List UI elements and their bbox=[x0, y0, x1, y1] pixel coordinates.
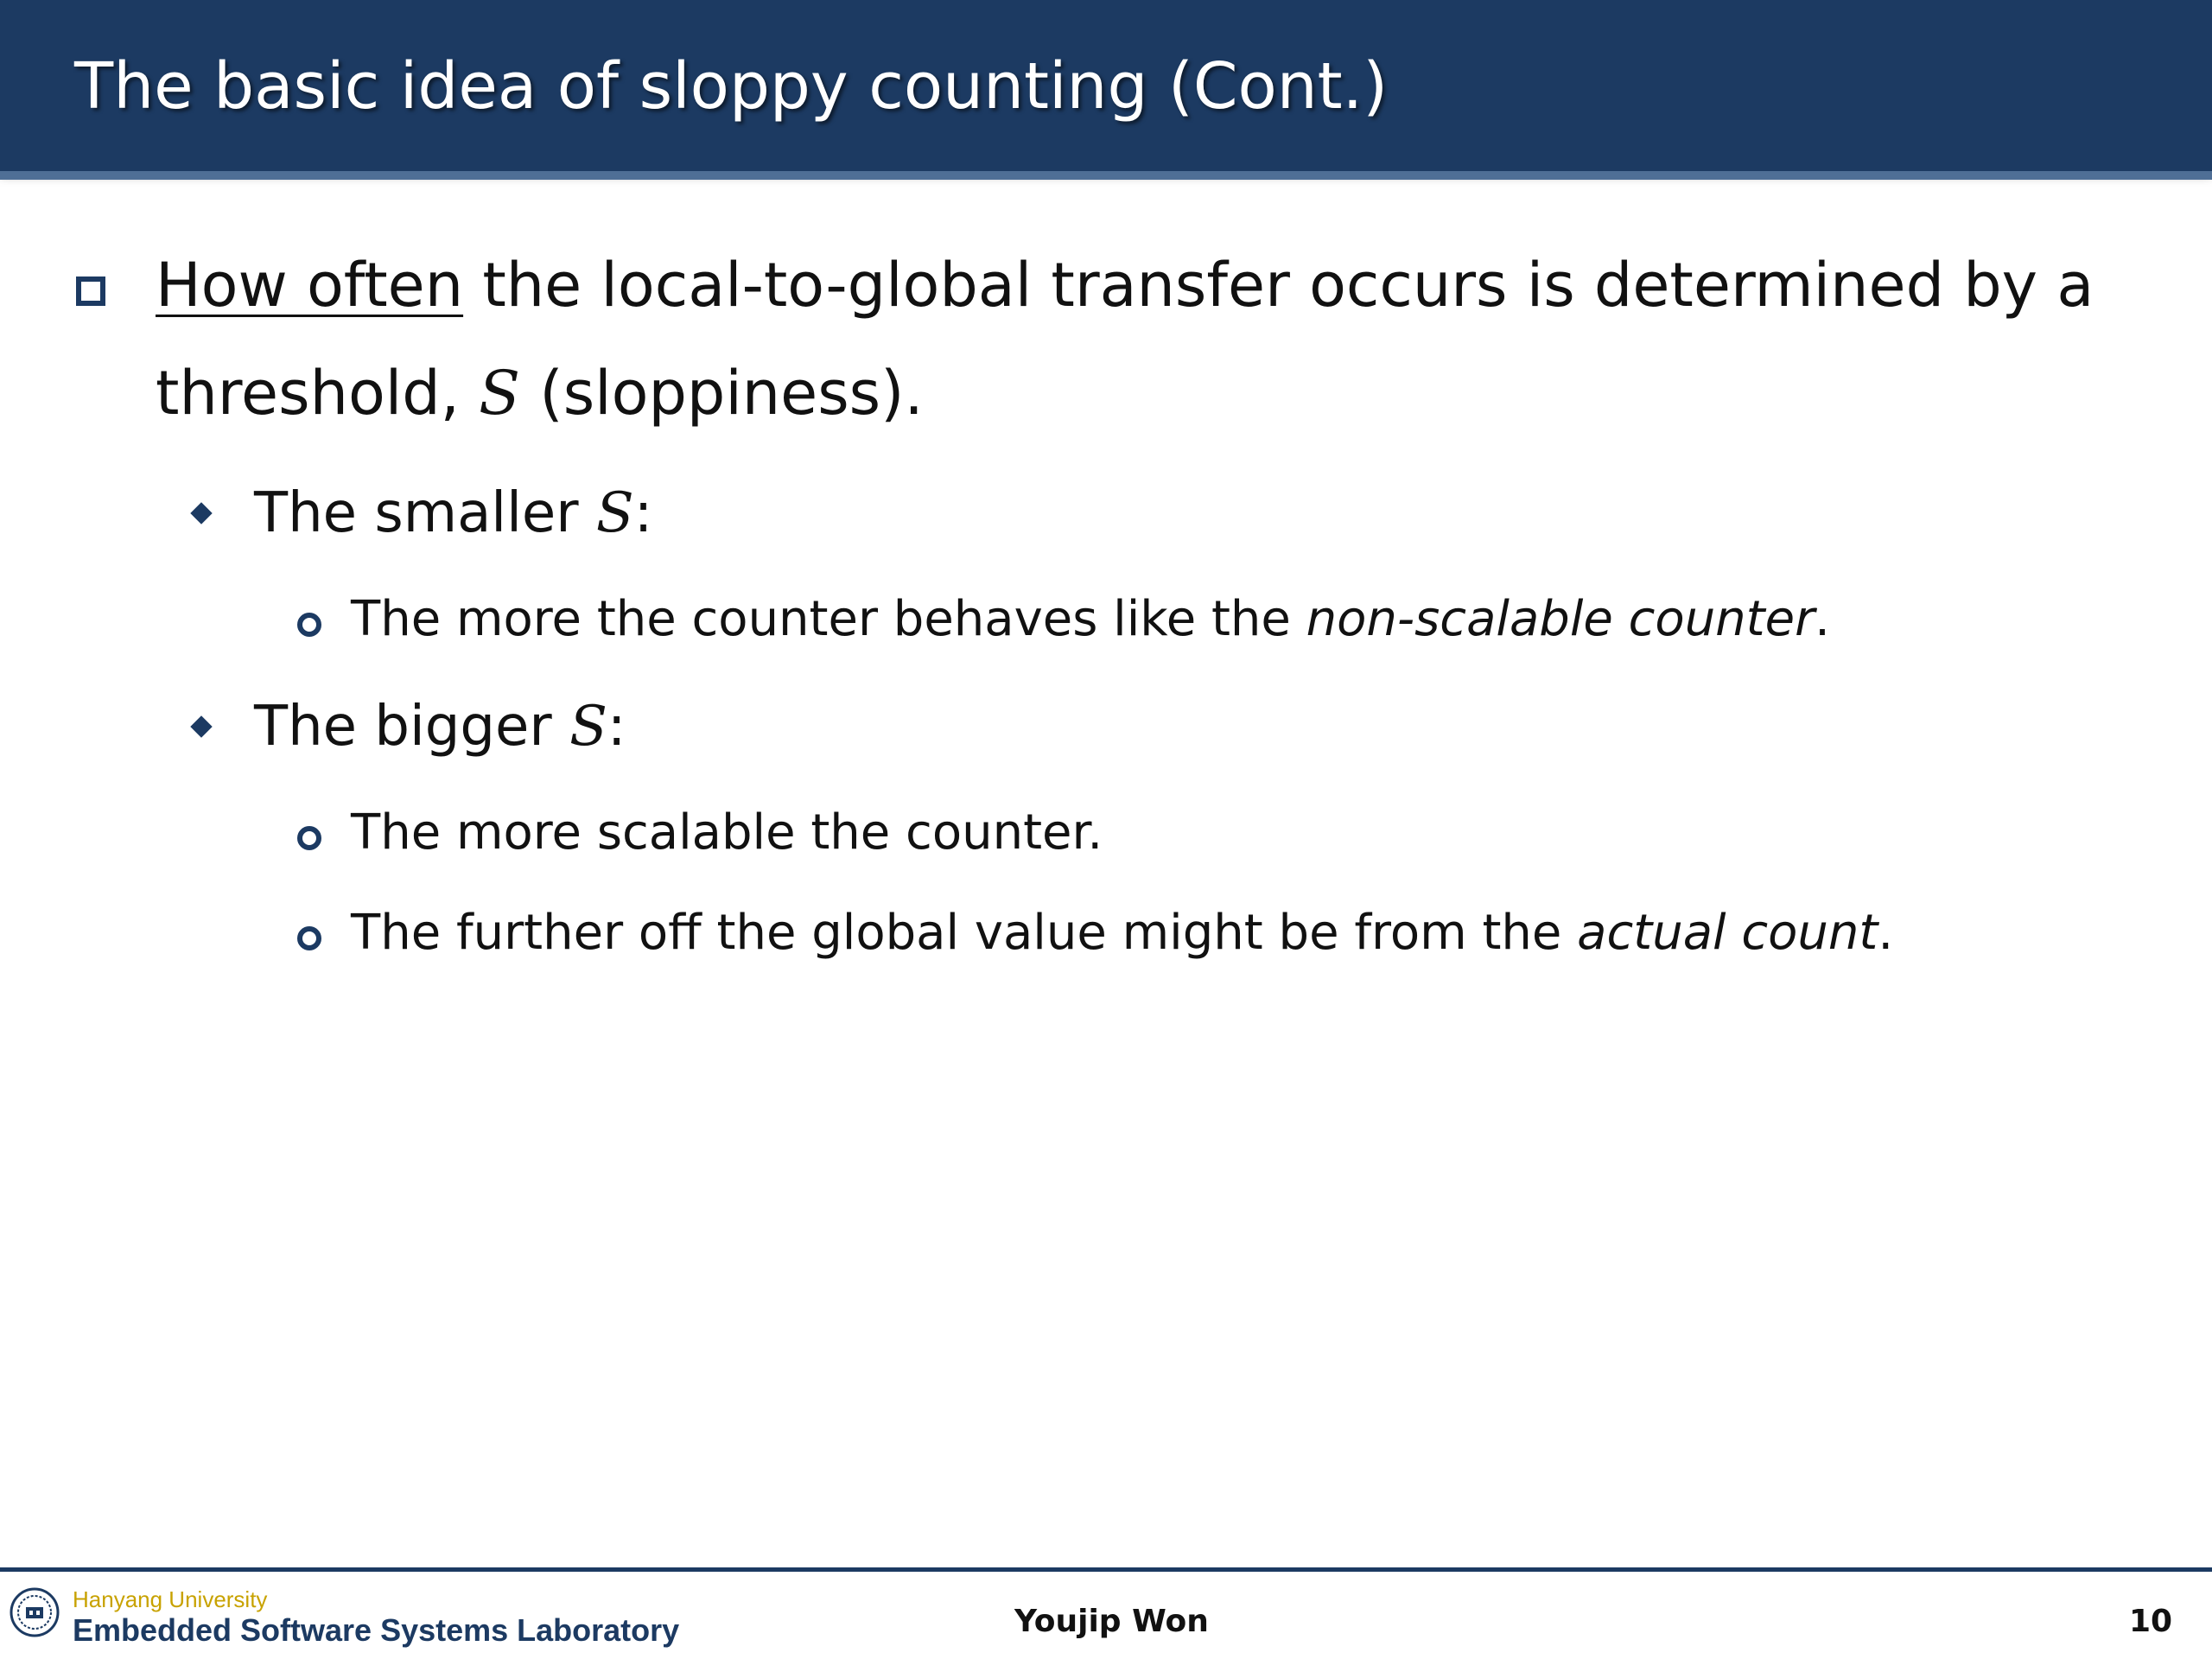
bullet-main-line2 bbox=[156, 354, 924, 432]
page-number: 10 bbox=[2129, 1604, 2173, 1639]
square-bullet-icon bbox=[76, 276, 105, 306]
bullet-bigger-pre: The bigger bbox=[254, 695, 570, 759]
slide-title: The basic idea of sloppy counting (Cont.) bbox=[74, 49, 1389, 124]
bullet-bigger-sub1 bbox=[351, 801, 1103, 865]
bullet-bigger-sub2-ital: actual count bbox=[1577, 905, 1878, 961]
bullet-main-line2-post: (sloppiness). bbox=[520, 358, 924, 429]
bullet-bigger bbox=[254, 690, 626, 763]
bullet-bigger-sub1-text: The more scalable the counter. bbox=[351, 804, 1103, 861]
bullet-main-line2-pre: threshold, bbox=[156, 358, 480, 429]
circle-bullet-icon bbox=[297, 613, 321, 637]
bullet-main-emphasis: How often bbox=[156, 250, 464, 321]
bullet-bigger-sub2-post: . bbox=[1878, 905, 1894, 961]
bullet-smaller-pre: The smaller bbox=[254, 481, 596, 545]
bullet-main-text: the local-to-global transfer occurs is determined by a bbox=[463, 250, 2094, 321]
bullet-bigger-post: : bbox=[607, 695, 626, 759]
lab-name: Embedded Software Systems Laboratory bbox=[73, 1612, 680, 1648]
university-name: Hanyang University bbox=[73, 1586, 268, 1612]
bullet-smaller-sub1-pre: The more the counter behaves like the bbox=[351, 591, 1306, 647]
university-seal-icon bbox=[9, 1586, 60, 1638]
symbol-s: S bbox=[479, 358, 521, 429]
bullet-smaller-post: : bbox=[633, 481, 653, 545]
bullet-smaller-sub1 bbox=[351, 588, 1830, 652]
bullet-main-line1 bbox=[156, 246, 2094, 324]
author-name: Youjip Won bbox=[1014, 1604, 1209, 1639]
diamond-bullet-icon bbox=[190, 502, 212, 524]
circle-bullet-icon bbox=[297, 926, 321, 950]
circle-bullet-icon bbox=[297, 826, 321, 850]
bullet-bigger-sub2 bbox=[351, 901, 1893, 965]
bullet-smaller-sub1-post: . bbox=[1815, 591, 1830, 647]
bullet-bigger-sub2-pre: The further off the global value might be from the bbox=[351, 905, 1578, 961]
diamond-bullet-icon bbox=[190, 715, 212, 737]
symbol-s: S bbox=[595, 481, 634, 545]
header-stripe bbox=[0, 171, 2212, 180]
symbol-s: S bbox=[569, 695, 607, 759]
slide-header bbox=[0, 0, 2212, 171]
footer-divider bbox=[0, 1567, 2212, 1572]
bullet-smaller-sub1-ital: non-scalable counter bbox=[1306, 591, 1815, 647]
bullet-smaller bbox=[254, 477, 652, 550]
